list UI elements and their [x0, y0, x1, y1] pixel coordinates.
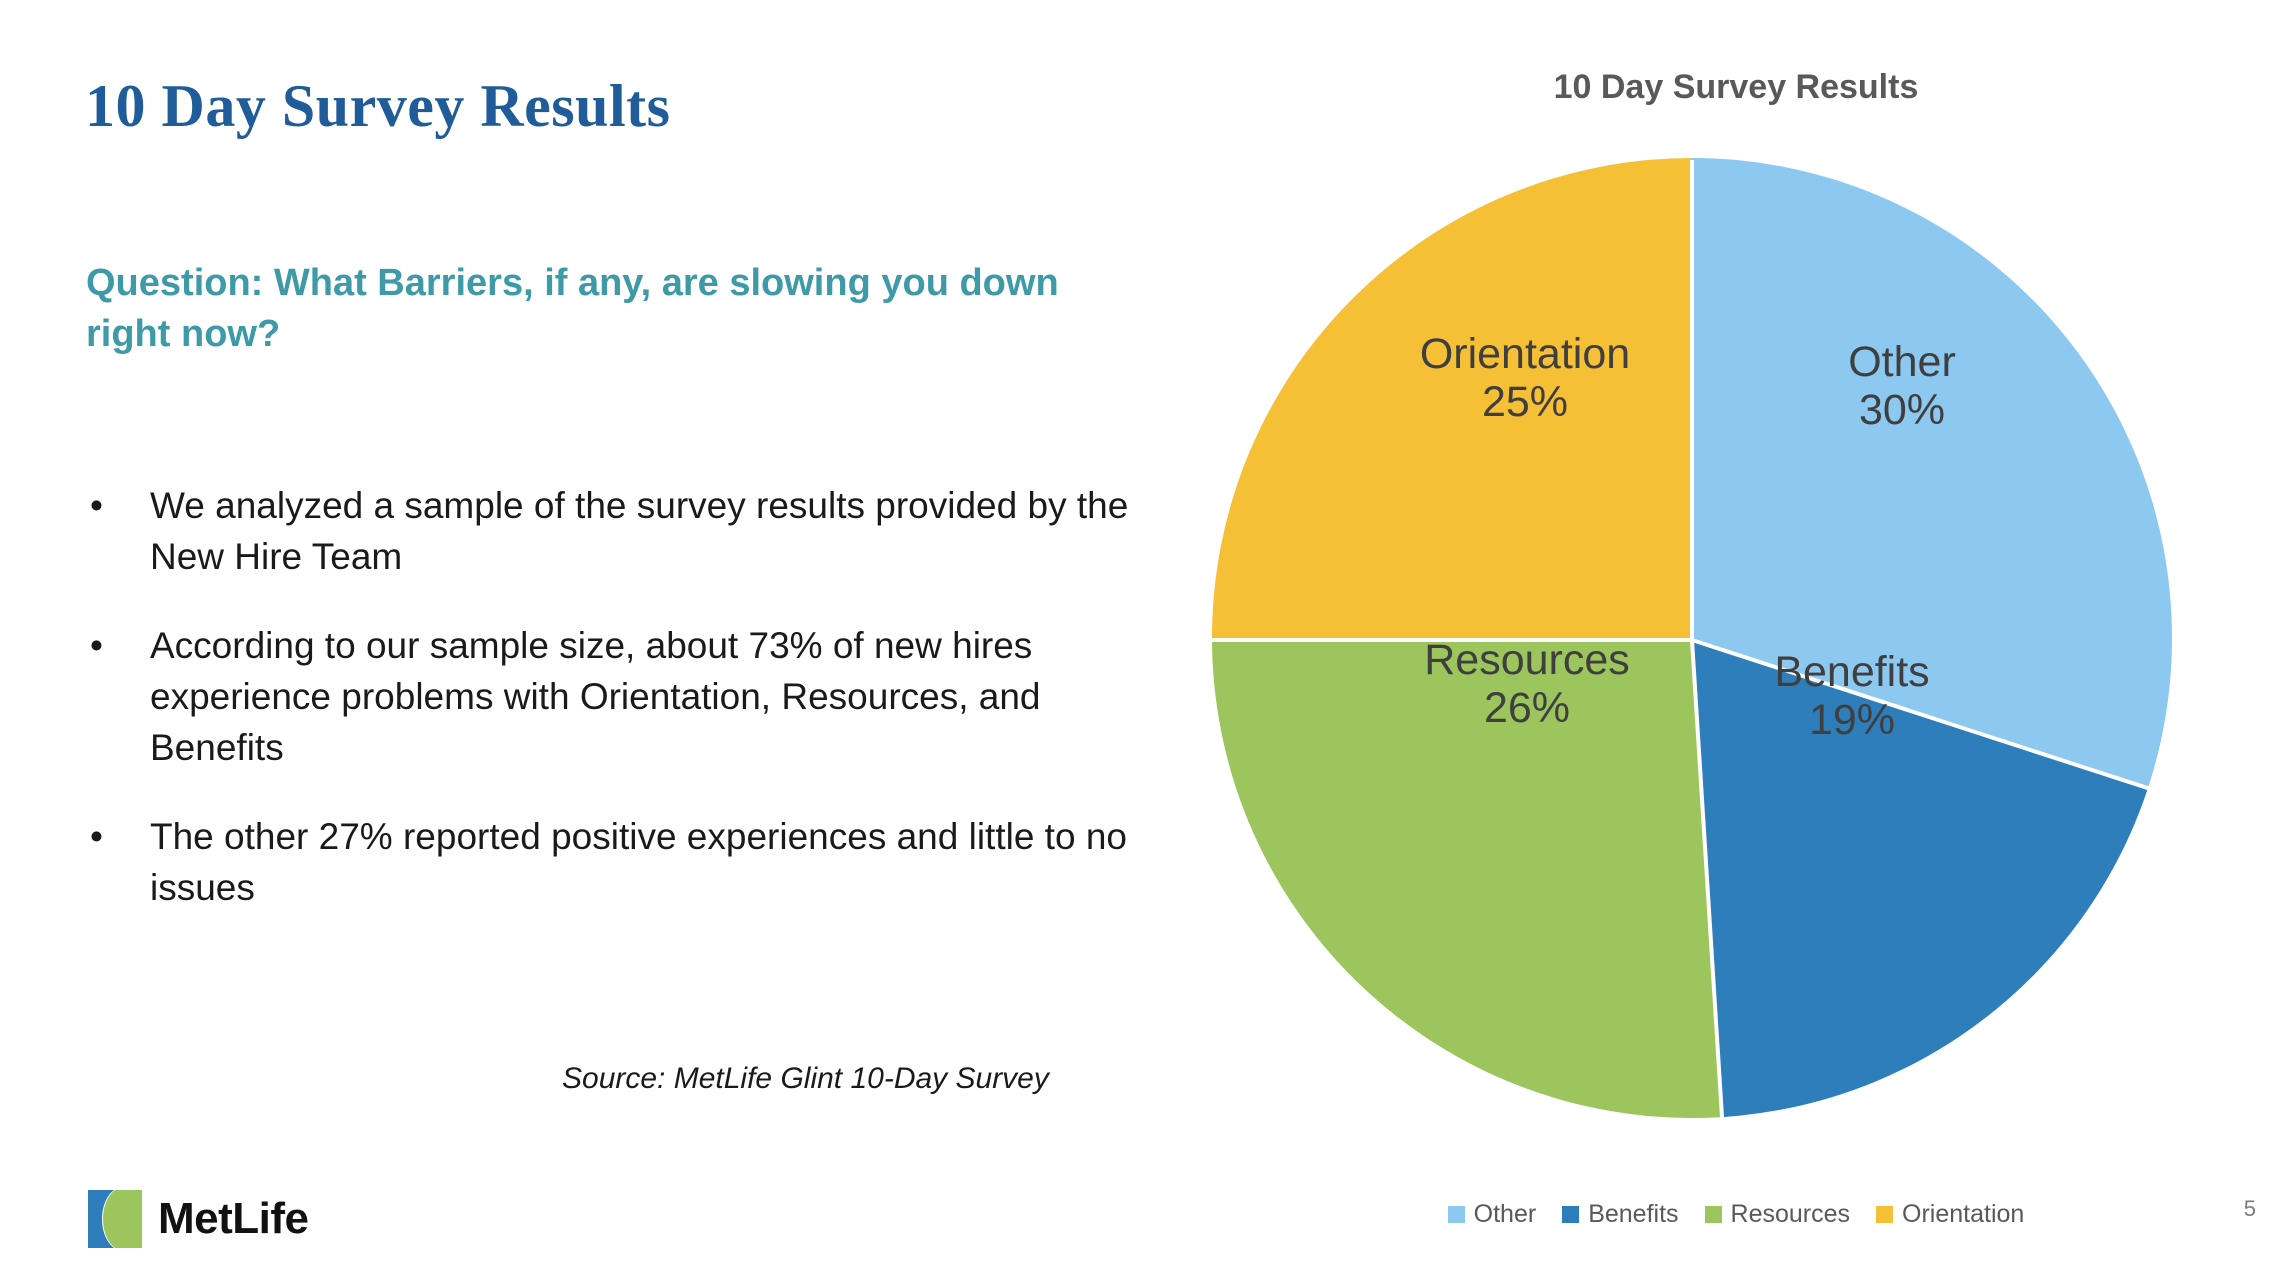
slice-label-other-name: Other [1848, 338, 1956, 386]
pie-graphic [1212, 158, 2172, 1118]
slice-label-benefits [1712, 648, 1992, 744]
legend-item-other[interactable] [1448, 1200, 1537, 1229]
legend-swatch-icon [1705, 1206, 1722, 1223]
slice-label-benefits-value: 19% [1808, 696, 1896, 745]
legend-swatch-icon [1448, 1206, 1465, 1223]
legend-label: Benefits [1588, 1200, 1679, 1228]
list-item [70, 480, 1130, 582]
list-item-text: The other 27% reported positive experiences and little to no issues [150, 816, 1127, 909]
metlife-logo [86, 1188, 309, 1250]
page-title: 10 Day Survey Results [85, 73, 671, 139]
legend-label: Other [1473, 1200, 1537, 1228]
legend-swatch-icon [1876, 1206, 1893, 1223]
metlife-logo-text: MetLife [158, 1194, 309, 1243]
pie-chart [1180, 0, 2292, 1288]
bullet-marker-icon: • [90, 816, 103, 858]
metlife-logo-icon [86, 1188, 144, 1250]
list-item [70, 620, 1130, 773]
legend-label: Orientation [1902, 1200, 2025, 1228]
source-note: Source: MetLife Glint 10-Day Survey [562, 1062, 1049, 1095]
slice-label-orientation-value: 25% [1481, 378, 1569, 427]
chart-legend [1180, 1200, 2292, 1229]
slice-label-other-value: 30% [1858, 386, 1946, 435]
pie-slices [1212, 158, 2172, 1118]
bullet-marker-icon: • [90, 485, 103, 526]
slice-label-resources [1367, 636, 1687, 732]
slice-label-orientation [1360, 330, 1690, 426]
legend-label: Resources [1730, 1200, 1851, 1228]
legend-item-resources[interactable] [1705, 1200, 1851, 1229]
legend-item-orientation[interactable] [1876, 1200, 2024, 1229]
legend-item-benefits[interactable] [1562, 1200, 1678, 1229]
list-item [70, 811, 1130, 913]
survey-question: Question: What Barriers, if any, are slowing you down right now? [86, 262, 1059, 356]
page-number: 5 [2243, 1196, 2256, 1221]
slice-divider [1690, 160, 1694, 640]
slice-label-other [1772, 338, 2032, 434]
bullet-list [70, 480, 1130, 951]
bullet-marker-icon: • [90, 625, 103, 667]
chart-title: 10 Day Survey Results [1553, 68, 1919, 106]
slice-label-orientation-name: Orientation [1419, 330, 1631, 378]
slice-label-resources-value: 26% [1483, 684, 1571, 733]
list-item-text: According to our sample size, about 73% of new hires experience problems with Orientation, Resources, and Benefits [150, 625, 1041, 769]
list-item-text: We analyzed a sample of the survey results provided by the New Hire Team [150, 485, 1129, 578]
slice-label-resources-name: Resources [1424, 636, 1630, 684]
legend-swatch-icon [1562, 1206, 1579, 1223]
slice-label-benefits-name: Benefits [1774, 648, 1930, 696]
